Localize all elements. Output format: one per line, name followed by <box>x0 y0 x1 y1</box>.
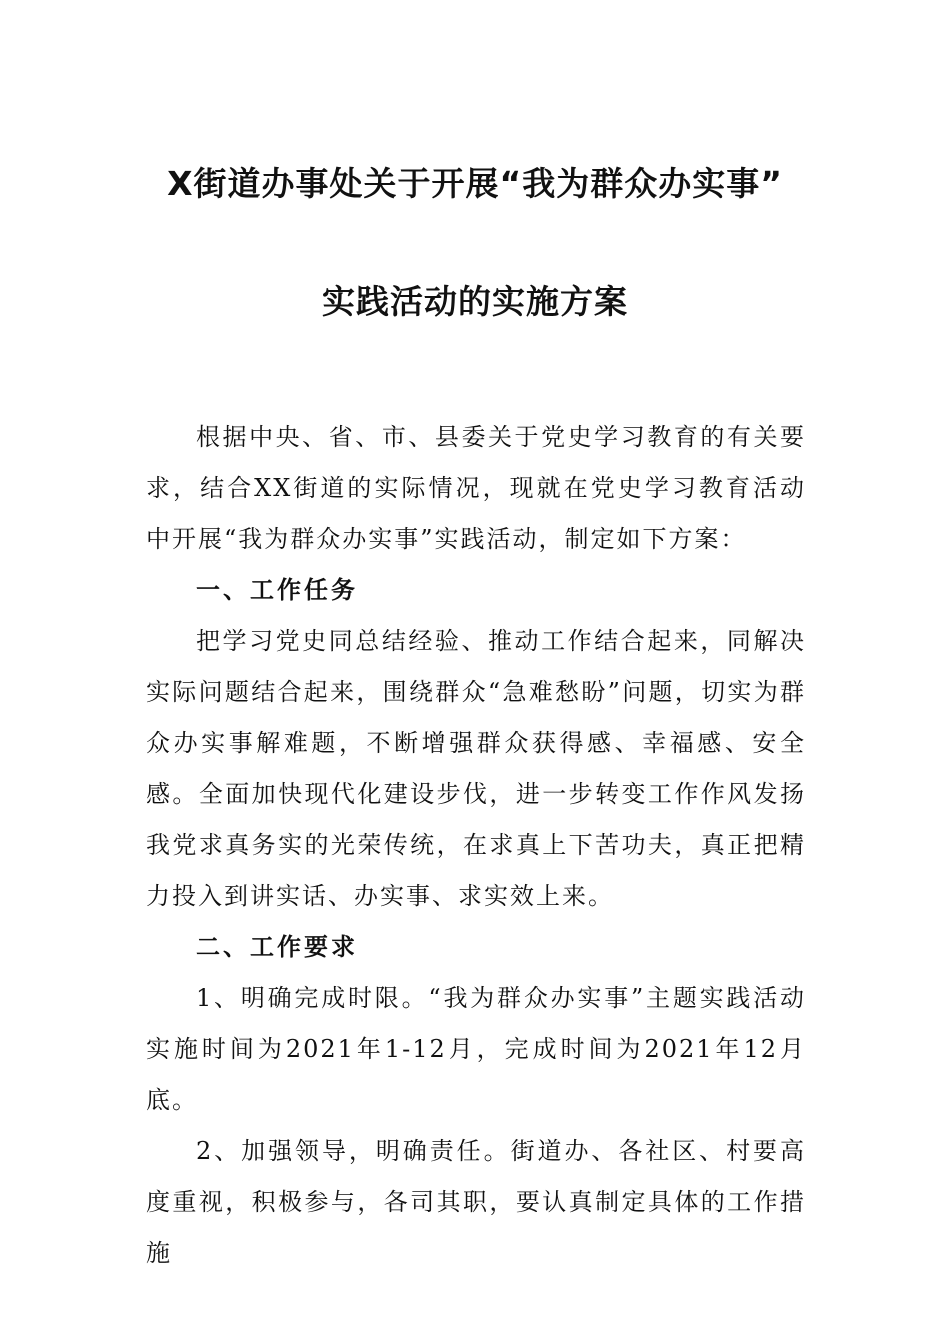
document-body <box>146 412 806 1279</box>
requirement-paragraph-1: 1、明确完成时限。“我为群众办实事”主题实践活动实施时间为2021年1-12月，完成时间为2021年12月底。 <box>146 984 806 1114</box>
document-title-line-1: X街道办事处关于开展“我为群众办实事” <box>167 164 783 203</box>
section-heading-work-tasks: 一、工作任务 <box>196 576 358 604</box>
requirement-paragraph-2: 2、加强领导，明确责任。街道办、各社区、村要高度重视，积极参与，各司其职，要认真制定具体的工作措施 <box>146 1137 806 1267</box>
section-heading-work-requirements: 二、工作要求 <box>196 933 358 961</box>
document-title-line-2: 实践活动的实施方案 <box>322 282 628 321</box>
work-tasks-paragraph: 把学习党史同总结经验、推动工作结合起来，同解决实际问题结合起来，围绕群众“急难愁盼”问题，切实为群众办实事解难题，不断增强群众获得感、幸福感、安全感。全面加快现代化建设步伐，进一步转变工作作风发扬我党求真务实的光荣传统，在求真上下苦功夫，真正把精力投入到讲实话、办实事、求实效上来。 <box>146 627 806 910</box>
intro-paragraph: 根据中央、省、市、县委关于党史学习教育的有关要求，结合XX街道的实际情况，现就在党史学习教育活动中开展“我为群众办实事”实践活动，制定如下方案： <box>146 423 806 553</box>
